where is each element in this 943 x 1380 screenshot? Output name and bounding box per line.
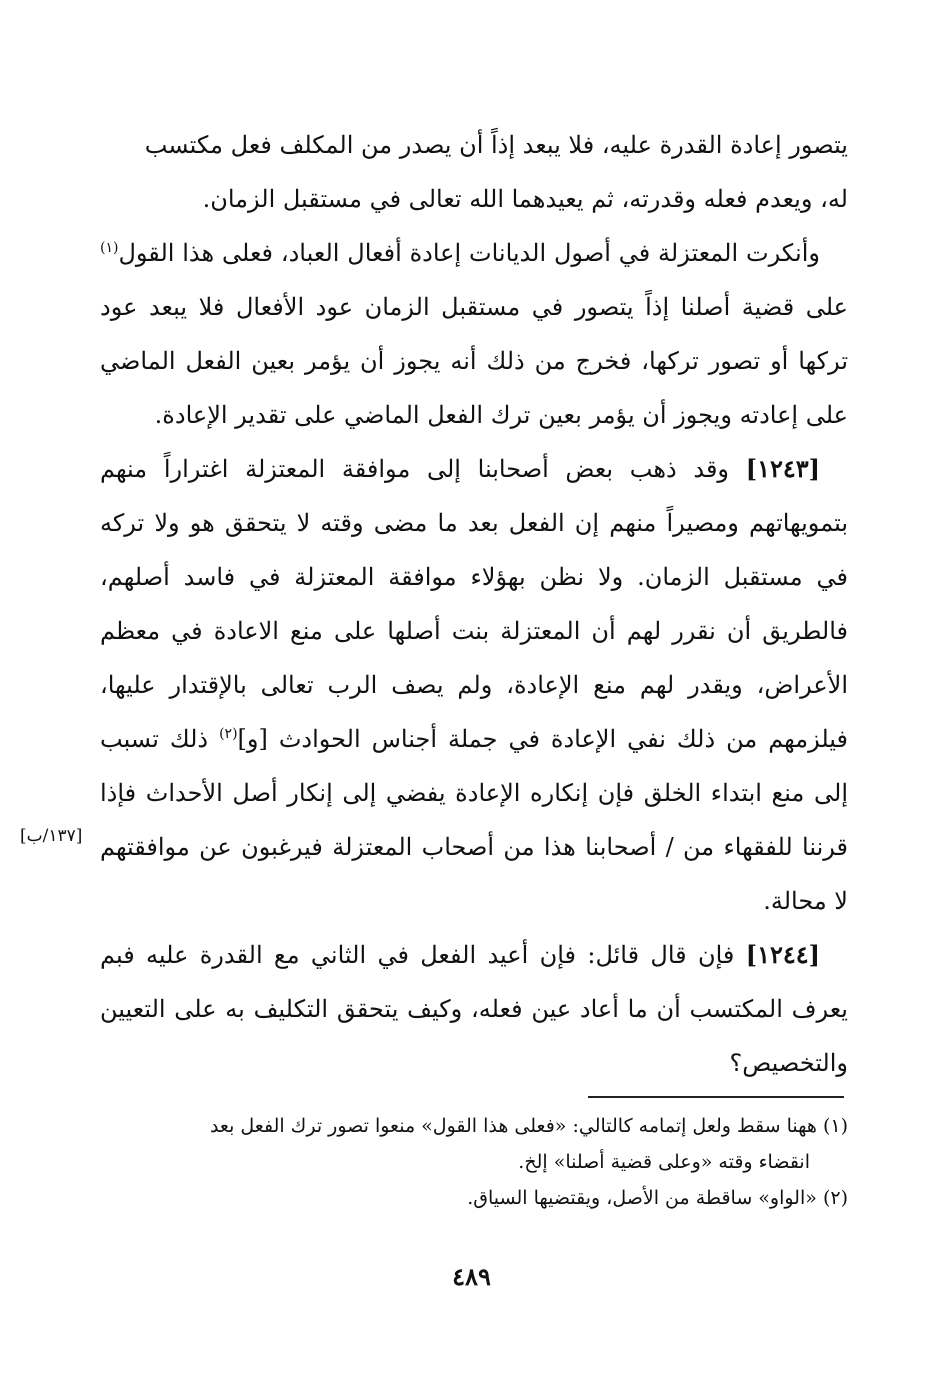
- paragraph-number: [١٢٤٤]: [745, 940, 820, 969]
- paragraph-1244-text: فإن قال قائل: فإن أعيد الفعل في الثاني مع القدرة عليه فبم يعرف المكتسب أن ما أعاد عين فعله، وكيف يتحقق التكليف به على التعيين والتخصيص؟: [100, 941, 848, 1077]
- paragraph-1-line-1: يتصور إعادة القدرة عليه، فلا يبعد إذاً أن يصدر من المكلف فعل مكتسب: [144, 131, 848, 159]
- page-number: ٤٨٩: [452, 1262, 491, 1291]
- paragraph-1243-text-b: ذلك تسبب إلى منع ابتداء الخلق فإن إنكاره الإعادة يفضي إلى إنكار أصل الأحداث فإذا قرننا للفقهاء من / أصحابنا هذا من أصحاب المعتزلة فيرغبون عن موافقتهم لا محالة.: [100, 725, 848, 915]
- footnote-separator: [588, 1096, 844, 1098]
- paragraph-number: [١٢٤٣]: [745, 454, 820, 483]
- footnote-1-number: (١): [822, 1115, 848, 1137]
- footnote-ref-1[interactable]: (١): [100, 240, 119, 256]
- footnote-1-line-1: ههنا سقط ولعل إتمامه كالتالي: «فعلى هذا القول» منعوا تصور ترك الفعل بعد: [209, 1115, 817, 1137]
- footnote-2-number: (٢): [822, 1187, 848, 1209]
- paragraph-2-text-a: وأنكرت المعتزلة في أصول الديانات إعادة أفعال العباد، فعلى هذا القول: [118, 239, 820, 267]
- main-text: [100, 118, 848, 1090]
- footnote-1-line-2: انقضاء وقته «وعلى قضية أصلنا» إلخ.: [518, 1151, 810, 1173]
- paragraph-1: [100, 118, 848, 226]
- manuscript-folio-note: [١٣٧/ب]: [20, 826, 83, 846]
- footnotes: [98, 1108, 848, 1216]
- paragraph-1244: [100, 928, 848, 1090]
- footnote-1: [98, 1108, 848, 1180]
- footnote-2-text: «الواو» ساقطة من الأصل، ويقتضيها السياق.: [467, 1187, 817, 1209]
- paragraph-2-text-b: على قضية أصلنا إذاً يتصور في مستقبل الزمان عود الأفعال فلا يبعد عود تركها أو تصور تركها، فخرج من ذلك أنه يجوز أن يؤمر بعين الفعل الماضي على إعادته ويجوز أن يؤمر بعين ترك الفعل الماضي على تقدير الإعادة.: [100, 293, 848, 429]
- paragraph-2: [100, 226, 848, 442]
- footnote-2: [98, 1180, 848, 1216]
- paragraph-1243-text-a: وقد ذهب بعض أصحابنا إلى موافقة المعتزلة اغتراراً منهم بتمويهاتهم ومصيراً منهم إن الفعل بعد ما مضى وقته لا يتحقق هو ولا تركه في مستقبل الزمان. ولا نظن بهؤلاء موافقة المعتزلة في فاسد أصلهم، فالطريق أن نقرر لهم أن المعتزلة بنت أصلها على منع الاعادة في معظم الأعراض، ويقدر لهم منع الإعادة، ولم يصف الرب تعالى بالإقتدار عليها، فيلزمهم من ذلك نفي الإعادة في جملة أجناس الحوادث [و]: [100, 455, 848, 753]
- paragraph-1-line-2: له، ويعدم فعله وقدرته، ثم يعيدهما الله تعالى في مستقبل الزمان.: [202, 185, 848, 213]
- paragraph-1243: [100, 442, 848, 928]
- footnote-ref-2[interactable]: (٢): [219, 726, 238, 742]
